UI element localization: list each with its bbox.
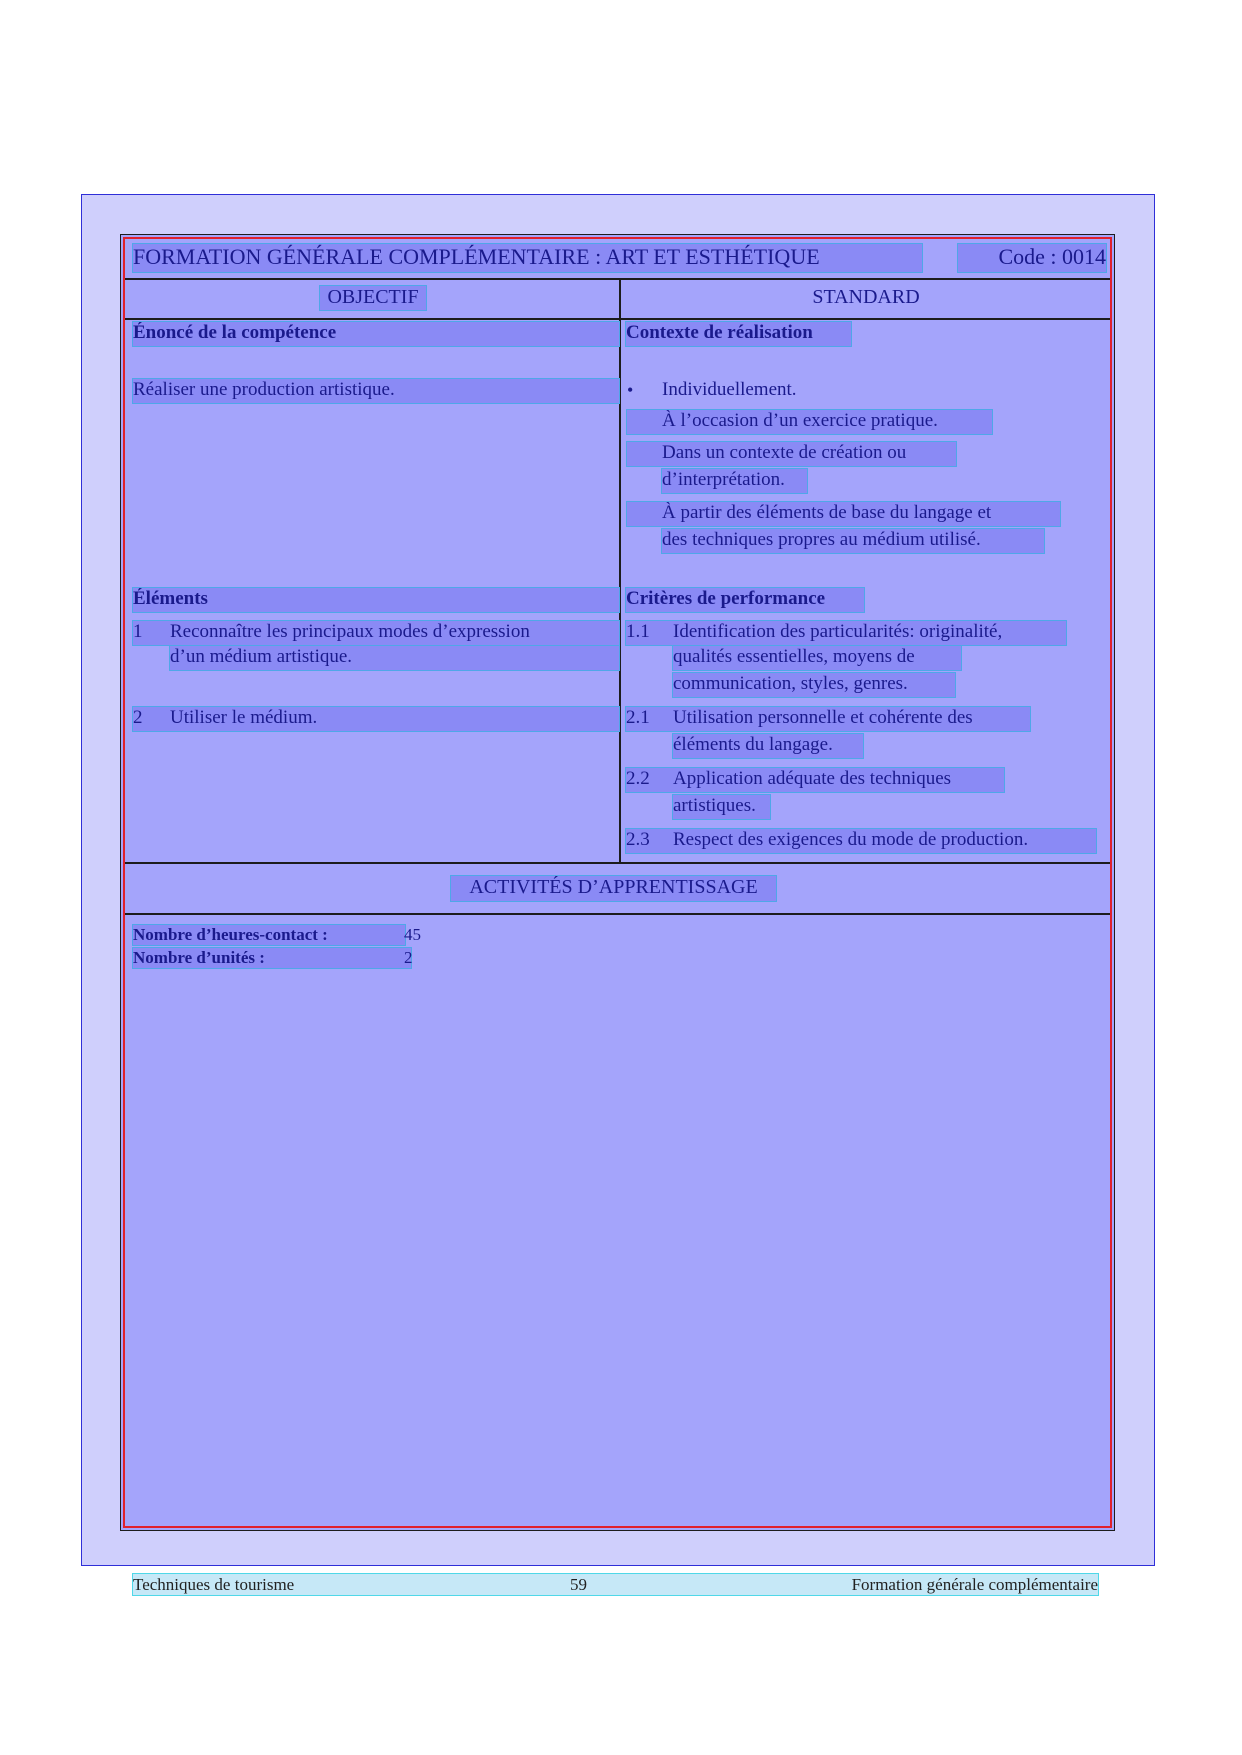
heures-value: 45	[404, 925, 421, 944]
element-text: Reconnaître les principaux modes d’expression	[170, 621, 530, 642]
element-text-continued: d’un médium artistique.	[170, 646, 619, 670]
contexte-item: Individuellement.	[662, 379, 797, 400]
contexte-item: Dans un contexte de création ou	[627, 442, 956, 466]
contexte-item: À partir des éléments de base du langage et	[627, 502, 1060, 526]
critere-text-continued: éléments du langage.	[673, 734, 863, 758]
critere-text-continued: communication, styles, genres.	[673, 673, 955, 697]
competence-text: Réaliser une production artistique.	[133, 379, 619, 403]
competence-heading: Énoncé de la compétence	[133, 322, 619, 346]
contexte-item-continued: d’interprétation.	[662, 469, 807, 493]
activites-heading: ACTIVITÉS D’APPRENTISSAGE	[451, 876, 776, 901]
unites-value: 2	[404, 948, 413, 967]
critere-text: Respect des exigences du mode de production.	[673, 829, 1029, 850]
footer-right: Formation générale complémentaire	[851, 1575, 1098, 1594]
contexte-item: À l’occasion d’un exercice pratique.	[627, 410, 992, 434]
contexte-heading: Contexte de réalisation	[626, 322, 851, 346]
form-title: FORMATION GÉNÉRALE COMPLÉMENTAIRE : ART ET ESTHÉTIQUE	[133, 244, 922, 272]
critere-number: 2.1	[626, 707, 1030, 731]
footer-left: Techniques de tourisme	[133, 1575, 295, 1594]
page-number: 59	[570, 1575, 587, 1594]
contexte-item-continued: des techniques propres au médium utilisé.	[662, 529, 1044, 553]
critere-text: Utilisation personnelle et cohérente des	[673, 707, 973, 728]
element-number: 2	[133, 707, 619, 731]
divider	[125, 318, 1110, 320]
unites-label: Nombre d’unités :	[133, 948, 411, 968]
critere-text-continued: qualités essentielles, moyens de	[673, 646, 961, 670]
critere-text: Application adéquate des techniques	[673, 768, 952, 789]
column-header-standard: STANDARD	[812, 286, 920, 308]
critere-number: 1.1	[626, 621, 1066, 645]
form-code: Code : 0014	[958, 244, 1106, 272]
element-text: Utiliser le médium.	[170, 707, 318, 728]
critere-text-continued: artistiques.	[673, 795, 770, 819]
column-header-objectif: OBJECTIF	[320, 286, 426, 310]
critere-number: 2.2	[626, 768, 1004, 792]
divider	[125, 913, 1110, 915]
divider	[125, 862, 1110, 864]
critere-number: 2.3	[626, 829, 1096, 853]
elements-heading: Éléments	[133, 588, 619, 612]
critere-text: Identification des particularités: originalité,	[673, 621, 1003, 642]
divider	[125, 278, 1110, 280]
criteres-heading: Critères de performance	[626, 588, 864, 612]
element-number: 1	[133, 621, 619, 645]
column-divider	[619, 278, 621, 862]
heures-label: Nombre d’heures-contact :	[133, 925, 405, 945]
bullet-icon: •	[627, 380, 634, 400]
